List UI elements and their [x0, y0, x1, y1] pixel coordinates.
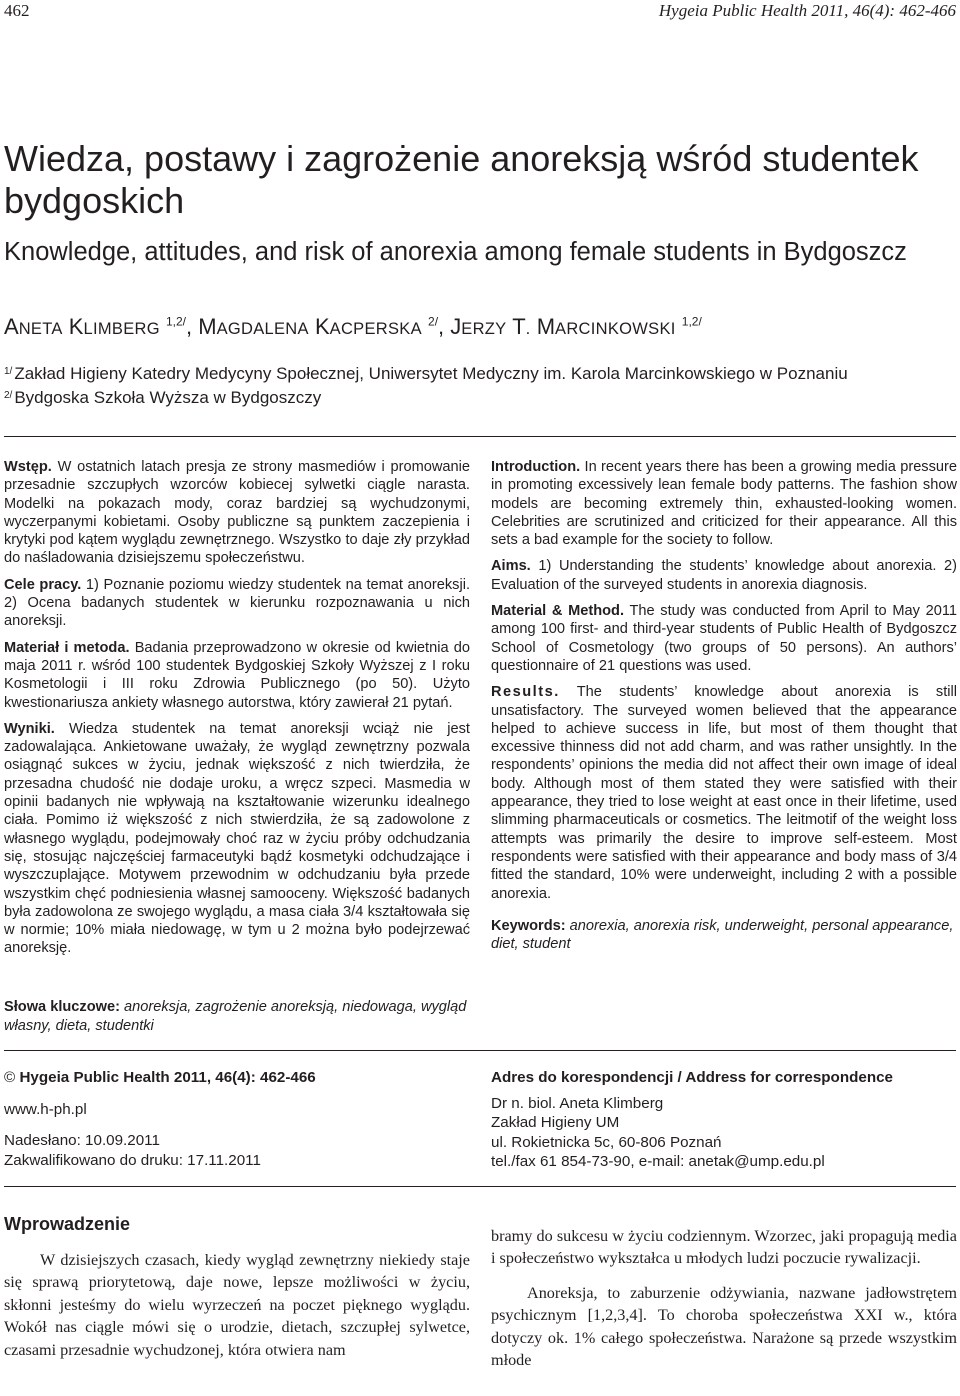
divider-top [4, 436, 956, 437]
intro-paragraph-2: Anoreksja, to zaburzenie odżywiania, nazwane jadłowstrętem psychicznym [1,2,3,4]. To choroba społeczeństwa XXI w., która dotyczy ok. 1% całego społeczeństwa. Narażone są przede wszystkim młode [491, 1283, 957, 1370]
author-1: ANETA KLIMBERG $^{1,2/}$ [4, 314, 186, 339]
intro-paragraph-1: W dzisiejszych czasach, kiedy wygląd zewnętrzny niekiedy staje się sprawą priorytetową, daje nowe, lepsze możliwości w życiu, skłonni jesteśmy do wielu wyrzeczeń na poczet pięknego wyglądu. Wokół nas ciągle mówi się o urodzie, dietach, szczupłej sylwetce, czasami przesadnie wychudzonej, która otwiera nam [4, 1251, 470, 1359]
article-info [4, 1068, 470, 1170]
article-title-polish: Wiedza, postawy i zagrożenie anoreksją wśród studentek bydgoskich [4, 138, 919, 221]
correspondence-contact[interactable]: tel./fax 61 854-73-90, e-mail: anetak@ump.edu.pl [491, 1153, 825, 1170]
abstract-en-method: Material & Method. The study was conducted from April to May 2011 among 100 first- and third-year students of Public Health of Bydgoszcz School of Cosmetology (two groups of 50 persons). An authors’ questionnaire of 21 questions was used. [491, 603, 958, 674]
divider-middle [4, 1050, 956, 1051]
divider-bottom [4, 1186, 956, 1187]
affiliation-1: $^{1/}$ Zakład Higieny Katedry Medycyny Społecznej, Uniwersytet Medyczny im. Karola Marcinkowskiego w Poznaniu [4, 364, 848, 383]
section-heading-introduction: Wprowadzenie [4, 1214, 131, 1234]
article-title-english: Knowledge, attitudes, and risk of anorexia among female students in Bydgoszcz [4, 238, 907, 266]
abstract-en-intro: Introduction. In recent years there has been a growing media pressure in promoting excessively lean female body patterns. The fashion show models are becoming extremely thin, exhausted-looking women. Celebrities are scrutinized and criticized for their appearance. All this sets a bad example for the society to follow. [491, 459, 957, 549]
page-number: 462 [4, 1, 30, 20]
intro-paragraph-1-continued: bramy do sukcesu w życiu codziennym. Wzorzec, jaki propagują media i społeczeństwo wykształca u młodych ludzi poczucie rywalizacji. [491, 1227, 957, 1268]
abstract-pl-aims: Cele pracy. 1) Poznanie poziomu wiedzy studentek na temat anoreksji. 2) Ocena badanych studentek w kierunku rozpoznawania u nich anoreksji. [4, 576, 470, 630]
copyright-line: © Hygeia Public Health 2011, 46(4): 462-466 [4, 1069, 316, 1086]
correspondence-block [491, 1068, 957, 1172]
keywords-polish: Słowa kluczowe: anoreksja, zagrożenie anoreksją, niedowaga, wygląd własny, dieta, studentki [4, 999, 467, 1034]
keywords-english: Keywords: anorexia, anorexia risk, underweight, personal appearance, diet, student [491, 917, 954, 953]
affiliation-2: $^{2/}$ Bydgoska Szkoła Wyższa w Bydgoszczy [4, 388, 322, 407]
correspondence-heading: Adres do korespondencji / Address for correspondence [491, 1069, 894, 1086]
copyright-icon: © [4, 1069, 16, 1086]
correspondence-department: Zakład Higieny UM [491, 1114, 620, 1131]
received-date: Nadesłano: 10.09.2011 [4, 1132, 160, 1149]
abstract-en-results: Results. The students’ knowledge about anorexia is still unsatisfactory. The surveyed women believed that the appearance helped to achieve success in life, but most of them thought that excessive thinness did not add charm, and was rather unsightly. In the respondents’ opinions the media did not affect their own image of ideal body. Although most of them stated they were satisfied with their appearance, they tried to lose weight at east once in their lifetime, used slimming pharmaceuticals or cosmetics. The leitmotif of the weight loss attempts was primarily the desire to improve self-esteem. Most respondents were satisfied with their appearance and body mass of 3/4 fitted the standard, 10% were underweight, including 2 with a possible anorexia. [491, 684, 957, 902]
website-link[interactable]: www.h-ph.pl [4, 1100, 87, 1118]
running-header-journal: Hygeia Public Health 2011, 46(4): 462-466 [658, 1, 956, 20]
correspondence-street: ul. Rokietnicka 5c, 60-806 Poznań [491, 1133, 722, 1151]
abstract-pl-intro: Wstęp. W ostatnich latach presja ze strony masmediów i promowanie przesadnie szczupłych wzorców kobiecej sylwetki ciągle narasta. Modelki na pokazach mody, coraz bardziej są wychudzonymi, wyczerpanymi kobietami. Osoby publiczne są punktem zaczepienia i krytyki pod kątem wyglądu zewnętrznego. Wszystko to daje zły przykład do naśladowania dzisiejszemu społeczeństwu. [4, 459, 471, 567]
abstract-english [491, 458, 957, 961]
abstract-pl-results: Wyniki. Wiedza studentek na temat anoreksji wciąż nie jest zadowalająca. Ankietowane uważały, że wygląd zewnętrzny pozwala osiągnąć sukces w życiu, jednak większość z nich twierdziła, że przesadna chudość nie dodaje uroku, a wręcz szpeci. Masmedia w opinii badanych nie wpływają na kształtowanie wizerunku idealnego ciała. Pomimo iż większość z nich stwierdziła, że są zadowolone z własnego wyglądu, podejmowały choć raz w życiu próby odchudzania się, stosując najczęściej farmaceutyki bądź kosmetyki odchudzające i wyszczuplające. Motywem przewodnim w odchudzaniu była przede wszystkim chęć podniesienia własnej samooceny. Większość badanych była zadowolona ze swojego wyglądu, a masa ciała 3/4 kształtowała się w normie; 10% miała niedowagę, w tym u 2 można było podejrzewać anoreksję. [4, 720, 470, 957]
correspondence-name: Dr n. biol. Aneta Klimberg [491, 1094, 664, 1112]
author-3: JERZY T. MARCINKOWSKI $^{1,2/}$ [450, 314, 702, 339]
abstract-en-aims: Aims. 1) Understanding the students’ knowledge about anorexia. 2) Evaluation of the surveyed students in anorexia diagnosis. [491, 558, 957, 593]
intro-right-column [491, 1225, 957, 1371]
abstract-polish [4, 458, 470, 966]
author-list: ANETA KLIMBERG $^{1,2/}$, MAGDALENA KACPERSKA $^{2/}$, JERZY T. MARCINKOWSKI $^{1,2/}$ [4, 314, 702, 339]
author-2: MAGDALENA KACPERSKA $^{2/}$ [198, 314, 439, 339]
abstract-pl-method: Materiał i metoda. Badania przeprowadzono w okresie od kwietnia do maja 2011 r. wśród 100 studentek Bydgoskiej Szkoły Wyższej z I roku Kosmetologii i III roku Zdrowia Publicznego (po 50). Użyto kwestionariusza ankiety własnego autorstwa, który zawierał 21 pytań. [4, 639, 470, 711]
accepted-date: Zakwalifikowano do druku: 17.11.2011 [4, 1151, 261, 1169]
